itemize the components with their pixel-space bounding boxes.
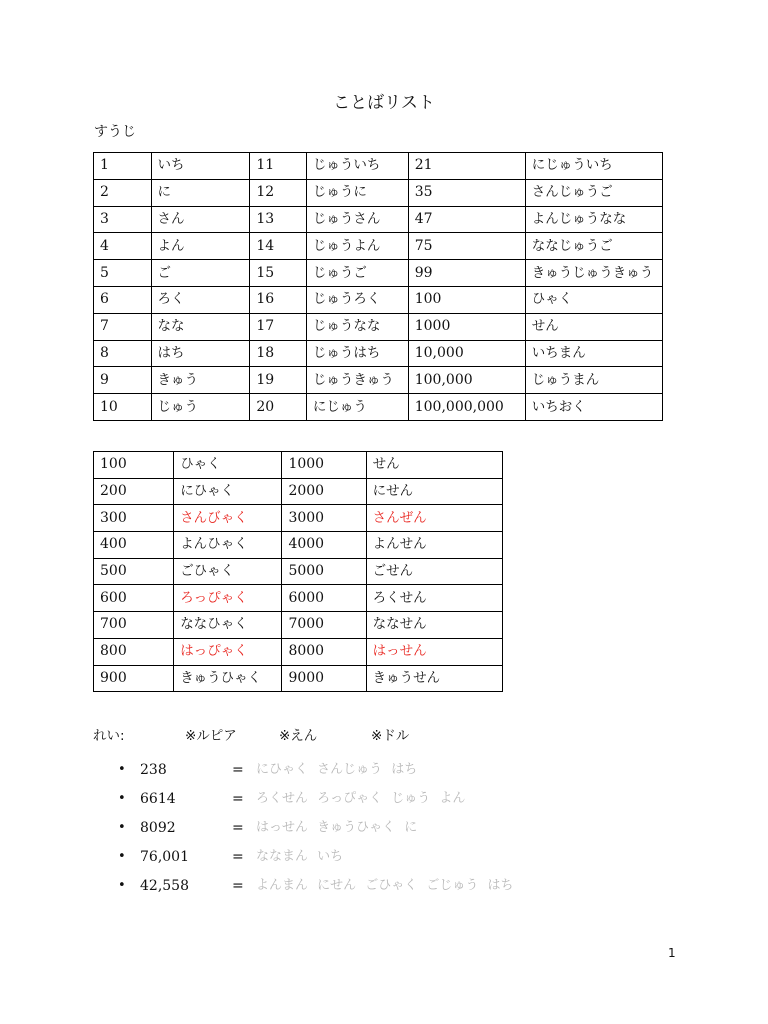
reading-cell: ごひゃく: [174, 558, 282, 585]
number-cell: 700: [94, 612, 174, 639]
table-row: [94, 505, 503, 532]
list-item: [118, 788, 678, 810]
number-cell: 10,000: [408, 340, 525, 367]
number-cell: 4: [94, 233, 152, 260]
reading-cell: じゅう: [151, 394, 250, 421]
reading-cell: じゅうなな: [306, 313, 408, 340]
table-row: [94, 612, 503, 639]
table-row: [94, 478, 503, 505]
equals-sign: =: [232, 791, 244, 807]
bullet-icon: •: [118, 762, 126, 777]
bullet-icon: •: [118, 820, 126, 835]
currency-dollar: ※ドル: [371, 728, 410, 744]
page-title: ことばリスト: [333, 93, 435, 113]
number-cell: 16: [250, 286, 306, 313]
reading-cell: さん: [151, 206, 250, 233]
numbers-table: [93, 152, 663, 421]
number-cell: 1000: [408, 313, 525, 340]
hundreds-table: [93, 451, 503, 692]
number-cell: 100,000: [408, 367, 525, 394]
bullet-icon: •: [118, 849, 126, 864]
reading-cell: いち: [151, 153, 250, 180]
reading-cell: じゅうまん: [525, 367, 662, 394]
example-answer: よんまん にせん ごひゃく ごじゅう はち: [256, 878, 514, 893]
reading-cell: にせん: [366, 478, 502, 505]
reading-cell: じゅうよん: [306, 233, 408, 260]
number-cell: 900: [94, 665, 174, 692]
number-cell: 8: [94, 340, 152, 367]
example-number: 76,001: [140, 849, 189, 865]
equals-sign: =: [232, 878, 244, 894]
number-cell: 12: [250, 179, 306, 206]
table-row: [94, 179, 663, 206]
reading-cell: いちまん: [525, 340, 662, 367]
number-cell: 1: [94, 153, 152, 180]
table-row: [94, 260, 663, 287]
reading-cell: にひゃく: [174, 478, 282, 505]
reading-cell: にじゅういち: [525, 153, 662, 180]
equals-sign: =: [232, 820, 244, 836]
equals-sign: =: [232, 762, 244, 778]
example-number: 6614: [140, 791, 176, 807]
number-cell: 7000: [282, 612, 366, 639]
list-item: [118, 875, 678, 897]
number-cell: 13: [250, 206, 306, 233]
table-row: [94, 153, 663, 180]
reading-cell: よん: [151, 233, 250, 260]
reading-cell: にじゅう: [306, 394, 408, 421]
number-cell: 7: [94, 313, 152, 340]
reading-cell: ななせん: [366, 612, 502, 639]
list-item: [118, 817, 678, 839]
example-answer: ななまん いち: [256, 849, 344, 864]
number-cell: 6: [94, 286, 152, 313]
number-cell: 800: [94, 638, 174, 665]
number-cell: 47: [408, 206, 525, 233]
reading-cell: じゅうはち: [306, 340, 408, 367]
reading-cell: ろくせん: [366, 585, 502, 612]
currency-yen: ※えん: [279, 728, 318, 744]
number-cell: 3: [94, 206, 152, 233]
bullet-icon: •: [118, 791, 126, 806]
number-cell: 18: [250, 340, 306, 367]
table-row: [94, 638, 503, 665]
currency-rupiah: ※ルピア: [185, 728, 237, 744]
number-cell: 75: [408, 233, 525, 260]
reading-cell: きゅう: [151, 367, 250, 394]
reading-cell: さんびゃく: [174, 505, 282, 532]
number-cell: 5000: [282, 558, 366, 585]
reading-cell: さんぜん: [366, 505, 502, 532]
number-cell: 11: [250, 153, 306, 180]
reading-cell: ご: [151, 260, 250, 287]
number-cell: 5: [94, 260, 152, 287]
number-cell: 4000: [282, 532, 366, 559]
number-cell: 100: [94, 452, 174, 479]
number-cell: 99: [408, 260, 525, 287]
reading-cell: よんじゅうなな: [525, 206, 662, 233]
reading-cell: じゅういち: [306, 153, 408, 180]
table-row: [94, 452, 503, 479]
number-cell: 21: [408, 153, 525, 180]
table-row: [94, 340, 663, 367]
bullet-icon: •: [118, 878, 126, 893]
number-cell: 14: [250, 233, 306, 260]
number-cell: 400: [94, 532, 174, 559]
reading-cell: きゅうひゃく: [174, 665, 282, 692]
reading-cell: はっぴゃく: [174, 638, 282, 665]
reading-cell: はち: [151, 340, 250, 367]
reading-cell: ひゃく: [174, 452, 282, 479]
reading-cell: じゅうご: [306, 260, 408, 287]
reading-cell: せん: [366, 452, 502, 479]
number-cell: 100,000,000: [408, 394, 525, 421]
reading-cell: じゅうろく: [306, 286, 408, 313]
number-cell: 35: [408, 179, 525, 206]
example-answer: にひゃく さんじゅう はち: [256, 762, 418, 777]
table-row: [94, 532, 503, 559]
number-cell: 9: [94, 367, 152, 394]
number-cell: 6000: [282, 585, 366, 612]
number-cell: 100: [408, 286, 525, 313]
example-answer: はっせん きゅうひゃく に: [256, 820, 418, 835]
number-cell: 10: [94, 394, 152, 421]
number-cell: 3000: [282, 505, 366, 532]
reading-cell: じゅうきゅう: [306, 367, 408, 394]
number-cell: 500: [94, 558, 174, 585]
reading-cell: よんせん: [366, 532, 502, 559]
reading-cell: せん: [525, 313, 662, 340]
number-cell: 9000: [282, 665, 366, 692]
reading-cell: ろく: [151, 286, 250, 313]
reading-cell: ななじゅうご: [525, 233, 662, 260]
number-cell: 2: [94, 179, 152, 206]
reading-cell: さんじゅうご: [525, 179, 662, 206]
number-cell: 8000: [282, 638, 366, 665]
number-cell: 300: [94, 505, 174, 532]
reading-cell: よんひゃく: [174, 532, 282, 559]
reading-cell: きゅうじゅうきゅう: [525, 260, 662, 287]
reading-cell: に: [151, 179, 250, 206]
reading-cell: きゅうせん: [366, 665, 502, 692]
reading-cell: じゅうに: [306, 179, 408, 206]
example-number: 8092: [140, 820, 176, 836]
list-item: [118, 846, 678, 868]
number-cell: 2000: [282, 478, 366, 505]
table-row: [94, 313, 663, 340]
table-row: [94, 286, 663, 313]
number-cell: 200: [94, 478, 174, 505]
reading-cell: ななひゃく: [174, 612, 282, 639]
table-row: [94, 665, 503, 692]
example-number: 238: [140, 762, 167, 778]
examples-label: れい:: [93, 728, 125, 744]
number-cell: 600: [94, 585, 174, 612]
table-row: [94, 233, 663, 260]
section-label: すうじ: [94, 124, 136, 140]
number-cell: 20: [250, 394, 306, 421]
reading-cell: ひゃく: [525, 286, 662, 313]
number-cell: 19: [250, 367, 306, 394]
reading-cell: じゅうさん: [306, 206, 408, 233]
list-item: [118, 759, 678, 781]
table-row: [94, 394, 663, 421]
table-row: [94, 558, 503, 585]
example-answer: ろくせん ろっぴゃく じゅう よん: [256, 791, 466, 806]
table-row: [94, 367, 663, 394]
page-number: 1: [668, 946, 676, 960]
reading-cell: なな: [151, 313, 250, 340]
table-row: [94, 585, 503, 612]
reading-cell: ろっぴゃく: [174, 585, 282, 612]
number-cell: 17: [250, 313, 306, 340]
example-number: 42,558: [140, 878, 189, 894]
number-cell: 15: [250, 260, 306, 287]
reading-cell: はっせん: [366, 638, 502, 665]
table-row: [94, 206, 663, 233]
reading-cell: ごせん: [366, 558, 502, 585]
number-cell: 1000: [282, 452, 366, 479]
equals-sign: =: [232, 849, 244, 865]
reading-cell: いちおく: [525, 394, 662, 421]
